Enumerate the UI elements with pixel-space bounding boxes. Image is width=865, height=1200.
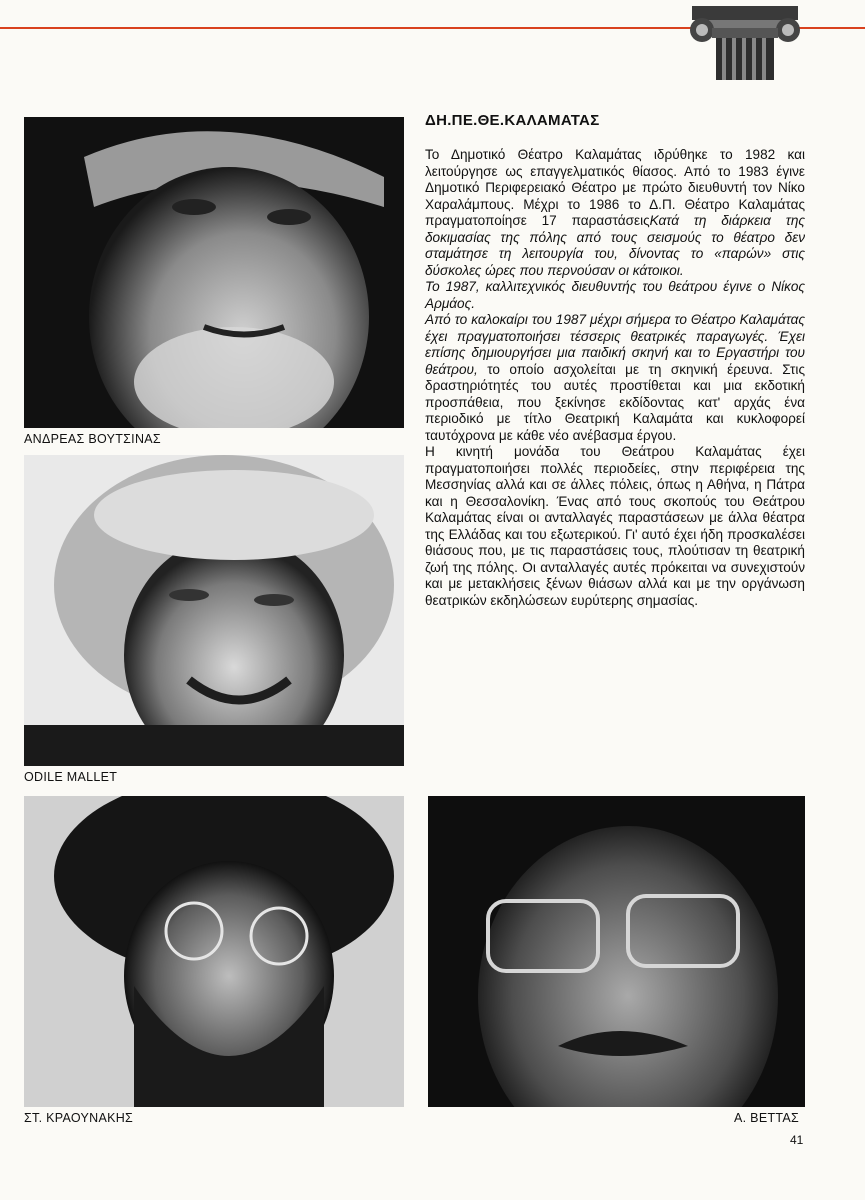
italic-text-segment: Κατά τη διάρκεια της δοκιμασίας της πόλης από τους σεισμούς το θέατρο δεν σταμάτησε τη λειτουργία του, δίνοντας το «παρών» στις δύσκολες ώρες που περνούσαν οι κάτοικοι. (425, 213, 805, 278)
portrait-photo-1 (24, 117, 404, 428)
article (425, 112, 805, 609)
caption-photo-2: ODILE MALLET (24, 770, 118, 784)
text-segment: το οποίο ασχολείται με τη σκηνική έρευνα. Στις δραστηριότητές του αυτές προστίθεται και μια εκδοτική προσπάθεια, που ξεκίνησε εκδίδοντας κατ' αρχάς ένα περιοδικό με τίτλο Θεατρική Καλαμάτα και κυκλοφορεί ταυτόχρονα με κάθε νέο ανέβασμα έργου. (425, 361, 805, 443)
article-body (425, 147, 805, 609)
caption-photo-4: Α. ΒΕΤΤΑΣ (734, 1111, 800, 1125)
italic-text-segment: Από το καλοκαίρι του 1987 μέχρι σήμερα το Θέατρο Καλαμάτας έχει πραγματοποιήσει τέσσερις θεατρικές παραγωγές. Έχει επίσης δημιουργήσει μια παιδική σκηνή και το Εργαστήρι του θεάτρου, (425, 312, 805, 377)
article-paragraph (425, 279, 805, 312)
caption-photo-3: ΣΤ. ΚΡΑΟΥΝΑΚΗΣ (24, 1111, 134, 1125)
portrait-photo-4 (428, 796, 805, 1107)
text-segment: Η κινητή μονάδα του Θεάτρου Καλαμάτας έχει πραγματοποιήσει πολλές περιοδείες, στην περιφέρεια της Μεσσηνίας αλλά και σε άλλες πόλεις, όπως η Αθήνα, η Πάτρα και η Θεσσαλονίκη. Ένας από τους σκοπούς του Θεάτρου Καλαμάτας είναι οι ανταλλαγές παραστάσεων με άλλα θέατρα της Ελλάδας και του εξωτερικού. Γι' αυτό έχει ήδη προσκαλέσει θιάσους που, με τις παραστάσεις τους, πλούτισαν τη θεατρική ζωή της πόλης. Οι ανταλλαγές αυτές πρόκειται να συνεχιστούν και με μετακλήσεις ξένων θιάσων αλλά και με την οργάνωση θεατρικών εκδηλώσεων ευρύτερης σημασίας. (425, 444, 805, 608)
ionic-column-icon (686, 0, 804, 80)
article-paragraph (425, 444, 805, 609)
page-number: 41 (790, 1133, 804, 1147)
italic-text-segment: Το 1987, καλλιτεχνικός διευθυντής του θεάτρου έγινε ο Νίκος Αρμάος. (425, 279, 805, 311)
article-title: ΔΗ.ΠΕ.ΘΕ.ΚΑΛΑΜΑΤΑΣ (425, 112, 600, 129)
text-segment: Το Δημοτικό Θέατρο Καλαμάτας ιδρύθηκε το 1982 και λειτούργησε ως επαγγελματικός θίασος. Από το 1983 έγινε Δημοτικό Περιφερειακό Θέατρο με πρώτο διευθυντή τον Νίκο Χαραλάμπους. Μέχρι το 1986 το Δ.Π. Θέατρο Καλαμάτας πραγματοποίησε 17 παραστάσεις (425, 147, 805, 228)
caption-photo-1: ΑΝΔΡΕΑΣ ΒΟΥΤΣΙΝΑΣ (24, 432, 161, 446)
article-paragraph (425, 312, 805, 444)
portrait-photo-2 (24, 455, 404, 766)
portrait-photo-3 (24, 796, 404, 1107)
article-paragraph (425, 147, 805, 279)
